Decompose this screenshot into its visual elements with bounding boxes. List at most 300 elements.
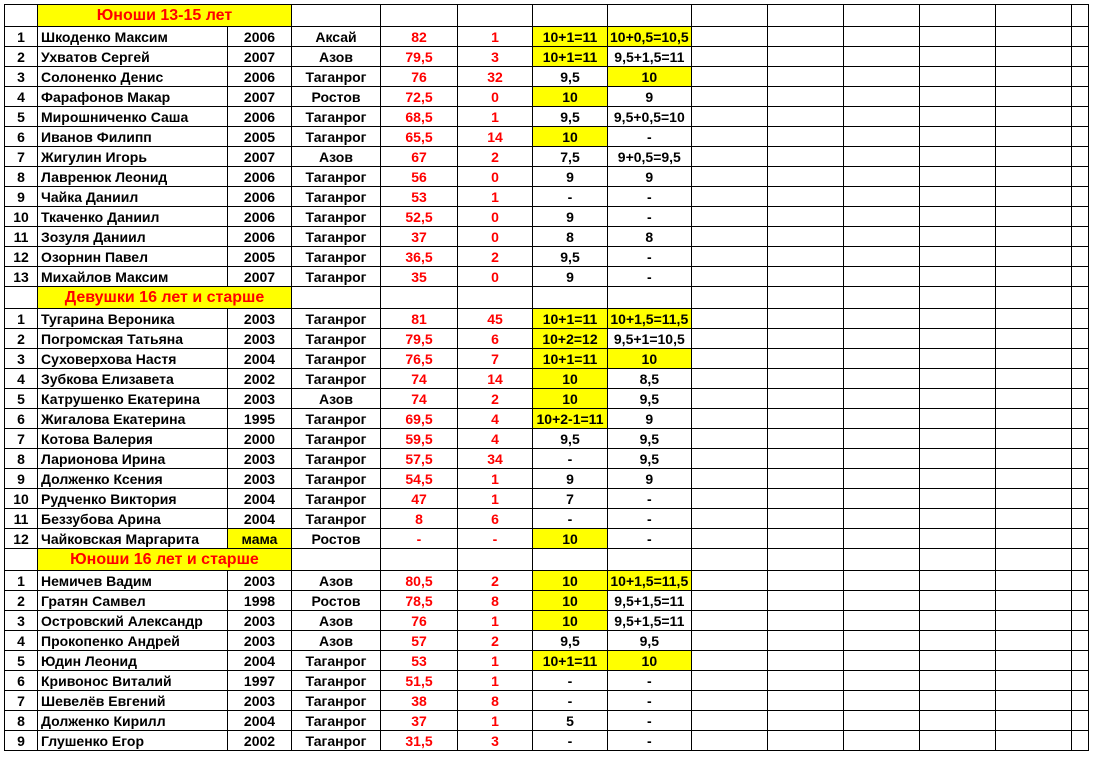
round1-cell[interactable]: 10 [533,87,608,107]
city-cell[interactable]: Таганрог [292,187,381,207]
empty-cell[interactable] [995,267,1071,287]
city-cell[interactable]: Таганрог [292,509,381,529]
empty-cell[interactable] [843,27,919,47]
birth-year-cell[interactable]: 2005 [228,127,292,147]
empty-cell[interactable] [381,549,458,571]
athlete-name-cell[interactable]: Зозуля Даниил [38,227,228,247]
empty-cell[interactable] [767,509,843,529]
athlete-name-cell[interactable]: Жигулин Игорь [38,147,228,167]
empty-cell[interactable] [995,651,1071,671]
round2-cell[interactable]: - [608,127,692,147]
rank-cell[interactable]: 6 [5,127,38,147]
round2-cell[interactable]: 10 [608,349,692,369]
empty-cell[interactable] [995,167,1071,187]
empty-cell[interactable] [767,711,843,731]
empty-cell[interactable] [1071,309,1088,329]
score-cell[interactable]: 59,5 [381,429,458,449]
score-cell[interactable]: 51,5 [381,671,458,691]
rank-cell[interactable]: 2 [5,329,38,349]
empty-cell[interactable] [1071,389,1088,409]
city-cell[interactable]: Таганрог [292,449,381,469]
round2-cell[interactable]: - [608,207,692,227]
empty-cell[interactable] [691,691,767,711]
score-cell[interactable]: 56 [381,167,458,187]
score-cell[interactable]: 38 [381,691,458,711]
empty-cell[interactable] [767,207,843,227]
empty-cell[interactable] [533,287,608,309]
empty-cell[interactable] [1071,87,1088,107]
empty-cell[interactable] [1071,247,1088,267]
city-cell[interactable]: Таганрог [292,107,381,127]
rank-cell[interactable]: 8 [5,449,38,469]
empty-cell[interactable] [1071,631,1088,651]
rank-cell[interactable]: 3 [5,349,38,369]
empty-cell[interactable] [843,631,919,651]
empty-cell[interactable] [5,549,38,571]
empty-cell[interactable] [767,47,843,67]
empty-cell[interactable] [919,631,995,651]
round1-cell[interactable]: 10 [533,127,608,147]
empty-cell[interactable] [995,631,1071,651]
city-cell[interactable]: Таганрог [292,127,381,147]
empty-cell[interactable] [995,207,1071,227]
empty-cell[interactable] [919,469,995,489]
city-cell[interactable]: Таганрог [292,227,381,247]
empty-cell[interactable] [995,309,1071,329]
birth-year-cell[interactable]: 2004 [228,489,292,509]
round2-cell[interactable]: 8,5 [608,369,692,389]
empty-cell[interactable] [919,107,995,127]
empty-cell[interactable] [919,5,995,27]
count-cell[interactable]: 3 [458,47,533,67]
empty-cell[interactable] [5,287,38,309]
empty-cell[interactable] [691,247,767,267]
round1-cell[interactable]: 10+2=12 [533,329,608,349]
rank-cell[interactable]: 5 [5,107,38,127]
birth-year-cell[interactable]: 2004 [228,711,292,731]
empty-cell[interactable] [767,529,843,549]
empty-cell[interactable] [691,711,767,731]
empty-cell[interactable] [1071,267,1088,287]
empty-cell[interactable] [1071,611,1088,631]
score-cell[interactable]: 57 [381,631,458,651]
empty-cell[interactable] [292,287,381,309]
round1-cell[interactable]: 10 [533,369,608,389]
empty-cell[interactable] [691,571,767,591]
rank-cell[interactable]: 4 [5,631,38,651]
round1-cell[interactable]: - [533,449,608,469]
empty-cell[interactable] [919,529,995,549]
round1-cell[interactable]: - [533,731,608,751]
rank-cell[interactable]: 13 [5,267,38,287]
round1-cell[interactable]: 10 [533,611,608,631]
count-cell[interactable]: 1 [458,671,533,691]
score-cell[interactable]: 76 [381,67,458,87]
count-cell[interactable]: 1 [458,711,533,731]
round2-cell[interactable]: 9,5+1,5=11 [608,47,692,67]
empty-cell[interactable] [919,329,995,349]
round1-cell[interactable]: 9,5 [533,67,608,87]
athlete-name-cell[interactable]: Мирошниченко Саша [38,107,228,127]
athlete-name-cell[interactable]: Тугарина Вероника [38,309,228,329]
athlete-name-cell[interactable]: Шкоденко Максим [38,27,228,47]
empty-cell[interactable] [1071,449,1088,469]
score-cell[interactable]: 57,5 [381,449,458,469]
empty-cell[interactable] [919,167,995,187]
empty-cell[interactable] [458,549,533,571]
empty-cell[interactable] [843,711,919,731]
count-cell[interactable]: 8 [458,691,533,711]
empty-cell[interactable] [1071,571,1088,591]
rank-cell[interactable]: 8 [5,711,38,731]
empty-cell[interactable] [691,267,767,287]
score-cell[interactable]: 31,5 [381,731,458,751]
rank-cell[interactable]: 4 [5,87,38,107]
empty-cell[interactable] [1071,549,1088,571]
rank-cell[interactable]: 5 [5,651,38,671]
round2-cell[interactable]: 9 [608,469,692,489]
athlete-name-cell[interactable]: Ткаченко Даниил [38,207,228,227]
round1-cell[interactable]: 10+1=11 [533,309,608,329]
empty-cell[interactable] [767,671,843,691]
empty-cell[interactable] [691,127,767,147]
empty-cell[interactable] [767,631,843,651]
birth-year-cell[interactable]: 2002 [228,731,292,751]
empty-cell[interactable] [919,671,995,691]
athlete-name-cell[interactable]: Ухватов Сергей [38,47,228,67]
empty-cell[interactable] [919,591,995,611]
birth-year-cell[interactable]: 2003 [228,309,292,329]
athlete-name-cell[interactable]: Михайлов Максим [38,267,228,287]
rank-cell[interactable]: 1 [5,309,38,329]
round1-cell[interactable]: - [533,509,608,529]
round2-cell[interactable]: 9,5 [608,449,692,469]
empty-cell[interactable] [843,611,919,631]
empty-cell[interactable] [608,287,692,309]
empty-cell[interactable] [767,429,843,449]
empty-cell[interactable] [767,571,843,591]
empty-cell[interactable] [1071,349,1088,369]
empty-cell[interactable] [691,309,767,329]
empty-cell[interactable] [995,27,1071,47]
rank-cell[interactable]: 11 [5,227,38,247]
empty-cell[interactable] [919,227,995,247]
round2-cell[interactable]: 8 [608,227,692,247]
score-cell[interactable]: 47 [381,489,458,509]
empty-cell[interactable] [767,611,843,631]
rank-cell[interactable]: 6 [5,671,38,691]
round2-cell[interactable]: 10+0,5=10,5 [608,27,692,47]
city-cell[interactable]: Таганрог [292,489,381,509]
count-cell[interactable]: 14 [458,369,533,389]
empty-cell[interactable] [919,349,995,369]
rank-cell[interactable]: 12 [5,529,38,549]
city-cell[interactable]: Азов [292,611,381,631]
score-cell[interactable]: 79,5 [381,47,458,67]
athlete-name-cell[interactable]: Иванов Филипп [38,127,228,147]
rank-cell[interactable]: 10 [5,489,38,509]
empty-cell[interactable] [843,67,919,87]
athlete-name-cell[interactable]: Беззубова Арина [38,509,228,529]
round2-cell[interactable]: - [608,671,692,691]
empty-cell[interactable] [767,489,843,509]
empty-cell[interactable] [919,47,995,67]
count-cell[interactable]: - [458,529,533,549]
round1-cell[interactable]: 9 [533,207,608,227]
birth-year-cell[interactable]: 2007 [228,267,292,287]
birth-year-cell[interactable]: 2003 [228,571,292,591]
athlete-name-cell[interactable]: Кривонос Виталий [38,671,228,691]
empty-cell[interactable] [691,671,767,691]
athlete-name-cell[interactable]: Чайка Даниил [38,187,228,207]
empty-cell[interactable] [843,87,919,107]
score-cell[interactable]: 36,5 [381,247,458,267]
empty-cell[interactable] [919,309,995,329]
empty-cell[interactable] [995,349,1071,369]
empty-cell[interactable] [292,5,381,27]
empty-cell[interactable] [1071,67,1088,87]
score-cell[interactable]: 8 [381,509,458,529]
empty-cell[interactable] [1071,187,1088,207]
empty-cell[interactable] [843,651,919,671]
empty-cell[interactable] [919,489,995,509]
empty-cell[interactable] [691,187,767,207]
athlete-name-cell[interactable]: Юдин Леонид [38,651,228,671]
empty-cell[interactable] [919,429,995,449]
empty-cell[interactable] [5,5,38,27]
empty-cell[interactable] [843,147,919,167]
count-cell[interactable]: 0 [458,227,533,247]
score-cell[interactable]: 74 [381,389,458,409]
round2-cell[interactable]: - [608,187,692,207]
round1-cell[interactable]: 9 [533,267,608,287]
athlete-name-cell[interactable]: Долженко Кирилл [38,711,228,731]
empty-cell[interactable] [691,207,767,227]
city-cell[interactable]: Таганрог [292,671,381,691]
empty-cell[interactable] [995,671,1071,691]
empty-cell[interactable] [843,509,919,529]
empty-cell[interactable] [995,47,1071,67]
round1-cell[interactable]: 10+1=11 [533,349,608,369]
athlete-name-cell[interactable]: Островский Александр [38,611,228,631]
empty-cell[interactable] [843,187,919,207]
empty-cell[interactable] [843,207,919,227]
empty-cell[interactable] [691,529,767,549]
empty-cell[interactable] [843,107,919,127]
count-cell[interactable]: 7 [458,349,533,369]
empty-cell[interactable] [919,369,995,389]
round1-cell[interactable]: 9,5 [533,247,608,267]
empty-cell[interactable] [995,147,1071,167]
empty-cell[interactable] [843,449,919,469]
empty-cell[interactable] [381,287,458,309]
empty-cell[interactable] [995,409,1071,429]
empty-cell[interactable] [919,147,995,167]
section-title[interactable]: Юноши 13-15 лет [38,5,292,27]
round2-cell[interactable]: - [608,267,692,287]
empty-cell[interactable] [1071,429,1088,449]
athlete-name-cell[interactable]: Рудченко Виктория [38,489,228,509]
empty-cell[interactable] [919,267,995,287]
empty-cell[interactable] [691,549,767,571]
birth-year-cell[interactable]: 2004 [228,651,292,671]
empty-cell[interactable] [691,651,767,671]
count-cell[interactable]: 0 [458,167,533,187]
count-cell[interactable]: 1 [458,27,533,47]
empty-cell[interactable] [767,591,843,611]
rank-cell[interactable]: 5 [5,389,38,409]
empty-cell[interactable] [1071,147,1088,167]
empty-cell[interactable] [1071,287,1088,309]
score-cell[interactable]: 37 [381,711,458,731]
rank-cell[interactable]: 2 [5,591,38,611]
athlete-name-cell[interactable]: Гратян Самвел [38,591,228,611]
birth-year-cell[interactable]: 2007 [228,87,292,107]
count-cell[interactable]: 1 [458,611,533,631]
birth-year-cell[interactable]: 2002 [228,369,292,389]
birth-year-cell[interactable]: 1998 [228,591,292,611]
empty-cell[interactable] [691,227,767,247]
empty-cell[interactable] [767,107,843,127]
empty-cell[interactable] [843,529,919,549]
empty-cell[interactable] [843,489,919,509]
city-cell[interactable]: Таганрог [292,207,381,227]
round1-cell[interactable]: 9 [533,167,608,187]
birth-year-cell[interactable]: 2003 [228,449,292,469]
empty-cell[interactable] [843,47,919,67]
count-cell[interactable]: 4 [458,409,533,429]
athlete-name-cell[interactable]: Немичев Вадим [38,571,228,591]
empty-cell[interactable] [691,489,767,509]
empty-cell[interactable] [1071,651,1088,671]
round1-cell[interactable]: 10+2-1=11 [533,409,608,429]
empty-cell[interactable] [843,429,919,449]
score-cell[interactable]: 53 [381,651,458,671]
empty-cell[interactable] [1071,671,1088,691]
empty-cell[interactable] [919,509,995,529]
empty-cell[interactable] [1071,591,1088,611]
city-cell[interactable]: Таганрог [292,731,381,751]
empty-cell[interactable] [767,227,843,247]
empty-cell[interactable] [767,349,843,369]
birth-year-cell[interactable]: 2006 [228,227,292,247]
round2-cell[interactable]: 9+0,5=9,5 [608,147,692,167]
birth-year-cell[interactable]: 2006 [228,27,292,47]
empty-cell[interactable] [995,287,1071,309]
count-cell[interactable]: 1 [458,107,533,127]
round1-cell[interactable]: 9,5 [533,631,608,651]
empty-cell[interactable] [767,27,843,47]
empty-cell[interactable] [995,591,1071,611]
empty-cell[interactable] [767,309,843,329]
empty-cell[interactable] [767,5,843,27]
empty-cell[interactable] [1071,711,1088,731]
count-cell[interactable]: 6 [458,329,533,349]
birth-year-cell[interactable]: 2003 [228,631,292,651]
round2-cell[interactable]: 9,5 [608,631,692,651]
birth-year-cell[interactable]: 2003 [228,329,292,349]
empty-cell[interactable] [843,5,919,27]
count-cell[interactable]: 1 [458,651,533,671]
empty-cell[interactable] [458,287,533,309]
athlete-name-cell[interactable]: Озорнин Павел [38,247,228,267]
city-cell[interactable]: Таганрог [292,329,381,349]
empty-cell[interactable] [919,67,995,87]
empty-cell[interactable] [919,287,995,309]
rank-cell[interactable]: 1 [5,27,38,47]
count-cell[interactable]: 2 [458,247,533,267]
empty-cell[interactable] [1071,489,1088,509]
empty-cell[interactable] [767,87,843,107]
empty-cell[interactable] [1071,167,1088,187]
empty-cell[interactable] [995,509,1071,529]
city-cell[interactable]: Таганрог [292,349,381,369]
empty-cell[interactable] [919,449,995,469]
empty-cell[interactable] [1071,509,1088,529]
empty-cell[interactable] [995,549,1071,571]
empty-cell[interactable] [995,5,1071,27]
empty-cell[interactable] [995,369,1071,389]
round1-cell[interactable]: 10 [533,389,608,409]
empty-cell[interactable] [1071,207,1088,227]
round2-cell[interactable]: - [608,247,692,267]
empty-cell[interactable] [691,27,767,47]
empty-cell[interactable] [1071,369,1088,389]
score-cell[interactable]: 67 [381,147,458,167]
rank-cell[interactable]: 6 [5,409,38,429]
round1-cell[interactable]: 5 [533,711,608,731]
empty-cell[interactable] [995,429,1071,449]
empty-cell[interactable] [919,187,995,207]
empty-cell[interactable] [767,147,843,167]
city-cell[interactable]: Ростов [292,529,381,549]
round2-cell[interactable]: 10+1,5=11,5 [608,309,692,329]
birth-year-cell[interactable]: 2006 [228,187,292,207]
empty-cell[interactable] [843,571,919,591]
empty-cell[interactable] [767,329,843,349]
empty-cell[interactable] [767,369,843,389]
empty-cell[interactable] [691,349,767,369]
city-cell[interactable]: Ростов [292,591,381,611]
count-cell[interactable]: 2 [458,147,533,167]
empty-cell[interactable] [919,247,995,267]
empty-cell[interactable] [843,671,919,691]
round1-cell[interactable]: - [533,671,608,691]
empty-cell[interactable] [381,5,458,27]
empty-cell[interactable] [995,227,1071,247]
count-cell[interactable]: 3 [458,731,533,751]
empty-cell[interactable] [767,187,843,207]
empty-cell[interactable] [767,127,843,147]
round1-cell[interactable]: 10 [533,591,608,611]
round2-cell[interactable]: 9,5 [608,389,692,409]
birth-year-cell[interactable]: мама [228,529,292,549]
empty-cell[interactable] [843,287,919,309]
empty-cell[interactable] [995,489,1071,509]
city-cell[interactable]: Ростов [292,87,381,107]
empty-cell[interactable] [995,611,1071,631]
rank-cell[interactable]: 4 [5,369,38,389]
empty-cell[interactable] [919,571,995,591]
empty-cell[interactable] [995,529,1071,549]
rank-cell[interactable]: 7 [5,429,38,449]
birth-year-cell[interactable]: 2006 [228,67,292,87]
empty-cell[interactable] [691,631,767,651]
empty-cell[interactable] [995,389,1071,409]
birth-year-cell[interactable]: 2006 [228,167,292,187]
round2-cell[interactable]: 10 [608,651,692,671]
empty-cell[interactable] [767,287,843,309]
